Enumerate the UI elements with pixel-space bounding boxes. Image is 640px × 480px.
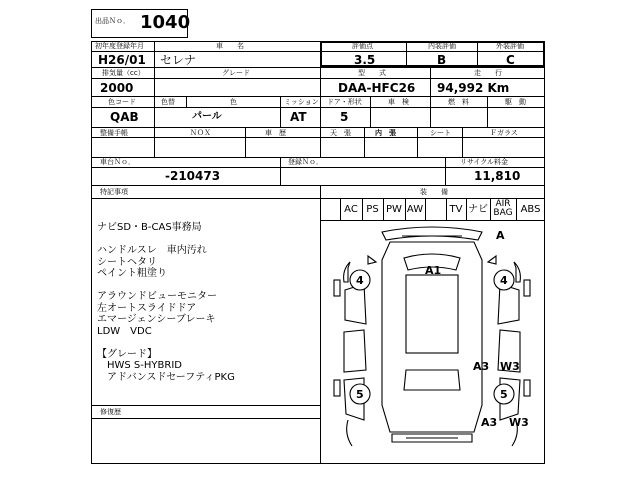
remark-line: ペイント粗塗り <box>97 268 167 279</box>
mileage-label: 走 行 <box>474 69 502 77</box>
equip-aw: AW <box>406 204 424 215</box>
displacement-label: 排気量（cc） <box>102 69 145 77</box>
mark-rear-left-door: 5 <box>356 388 364 401</box>
mark-side-a3: A3 <box>473 360 490 373</box>
mark-roof: A1 <box>425 264 442 277</box>
lot-number-label: 出品Ｎｏ． <box>95 17 130 25</box>
remark-line: エマージェンシーブレーキ <box>97 314 216 325</box>
score-value: 3.5 <box>354 53 376 67</box>
exterior-score-label: 外装評価 <box>496 42 524 50</box>
model-value: セレナ <box>160 53 197 67</box>
grade-label: グレード <box>222 69 250 77</box>
remark-line: アドバンスドセーフティPKG <box>97 371 235 383</box>
equipment-label: 装 備 <box>420 188 448 196</box>
equip-ps: PS <box>366 204 379 215</box>
mileage-value: 94,992 Km <box>437 81 510 95</box>
mark-rear-w3: W3 <box>509 416 529 429</box>
remark-line: ナビSD・B-CAS事務局 <box>97 222 202 233</box>
first-reg-value: H26/01 <box>98 53 146 67</box>
chassis-label: 車台Ｎｏ． <box>100 158 135 166</box>
remark-line <box>97 280 317 292</box>
nox-label: ＮＯＸ <box>190 129 211 137</box>
remarks-label: 特記事項 <box>100 188 128 196</box>
type-value: DAA-HFC26 <box>338 81 416 95</box>
color-name-label: 色替 <box>161 98 175 106</box>
mark-front: A <box>496 229 505 242</box>
equip-tv: TV <box>449 204 463 215</box>
remark-line <box>97 234 317 246</box>
equip-pw: PW <box>386 204 402 215</box>
remark-line: シートヘタリ <box>97 256 157 268</box>
repair-history-label: 修復歴 <box>100 408 121 416</box>
history-label: 車 歴 <box>265 129 286 137</box>
color-value: パール <box>192 111 222 122</box>
score-label: 評価点 <box>352 42 373 50</box>
remark-line: アラウンドビューモニター <box>97 291 217 302</box>
recycle-label: リサイクル料金 <box>460 158 509 166</box>
exterior-score-value: C <box>506 53 515 67</box>
remark-line: 【グレード】 <box>97 348 157 360</box>
remark-line: ハンドルスレ 車内汚れ <box>97 245 207 256</box>
doors-value: 5 <box>340 110 349 124</box>
displacement-value: 2000 <box>100 81 134 95</box>
interior-lining-label: 内 張 <box>375 129 396 137</box>
registration-label: 登録Ｎｏ． <box>288 158 323 166</box>
inspection-label: 車 検 <box>388 98 409 106</box>
mark-front-right-door: 4 <box>500 274 508 287</box>
mark-rear-a3: A3 <box>481 416 498 429</box>
color-code-label: 色コード <box>108 98 136 106</box>
remark-line: HWS S-HYBRID <box>97 360 182 371</box>
mark-side-w3: W3 <box>500 360 520 373</box>
remark-line: LDW VDC <box>97 325 152 337</box>
recycle-value: 11,810 <box>474 169 521 183</box>
mark-front-left-door: 4 <box>356 274 364 287</box>
seat-label: シート <box>430 129 451 137</box>
model-label: 車 名 <box>216 42 244 50</box>
equip-abs: ABS <box>520 204 541 215</box>
remark-line: 左オートスライドドア <box>97 302 197 314</box>
first-reg-label: 初年度登録年月 <box>95 42 144 50</box>
chassis-value: -210473 <box>165 169 221 183</box>
drive-label: 駆 動 <box>505 98 526 106</box>
doors-label: ドア・形状 <box>327 98 362 106</box>
maintenance-label: 整備手帳 <box>100 129 128 137</box>
interior-score-label: 内装評価 <box>428 42 456 50</box>
lot-number-value: 1040 <box>140 12 191 33</box>
glass-label: Ｆガラス <box>490 129 518 137</box>
mark-rear-right-door: 5 <box>500 388 508 401</box>
remarks-text <box>97 222 317 383</box>
mission-label: ミッション <box>284 98 319 106</box>
fuel-label: 燃 料 <box>448 98 469 106</box>
color-code-value: QAB <box>110 110 139 124</box>
equip-navi: ナビ <box>468 204 488 215</box>
color-label: 色 <box>230 98 237 106</box>
sky-label: 天 張 <box>330 129 351 137</box>
interior-score-value: B <box>437 53 447 67</box>
type-label: 型 式 <box>358 69 386 77</box>
mission-value: AT <box>290 110 307 124</box>
equip-airbag: AIR BAG <box>493 199 513 218</box>
remark-line <box>97 337 317 349</box>
equip-ac: AC <box>344 204 358 215</box>
